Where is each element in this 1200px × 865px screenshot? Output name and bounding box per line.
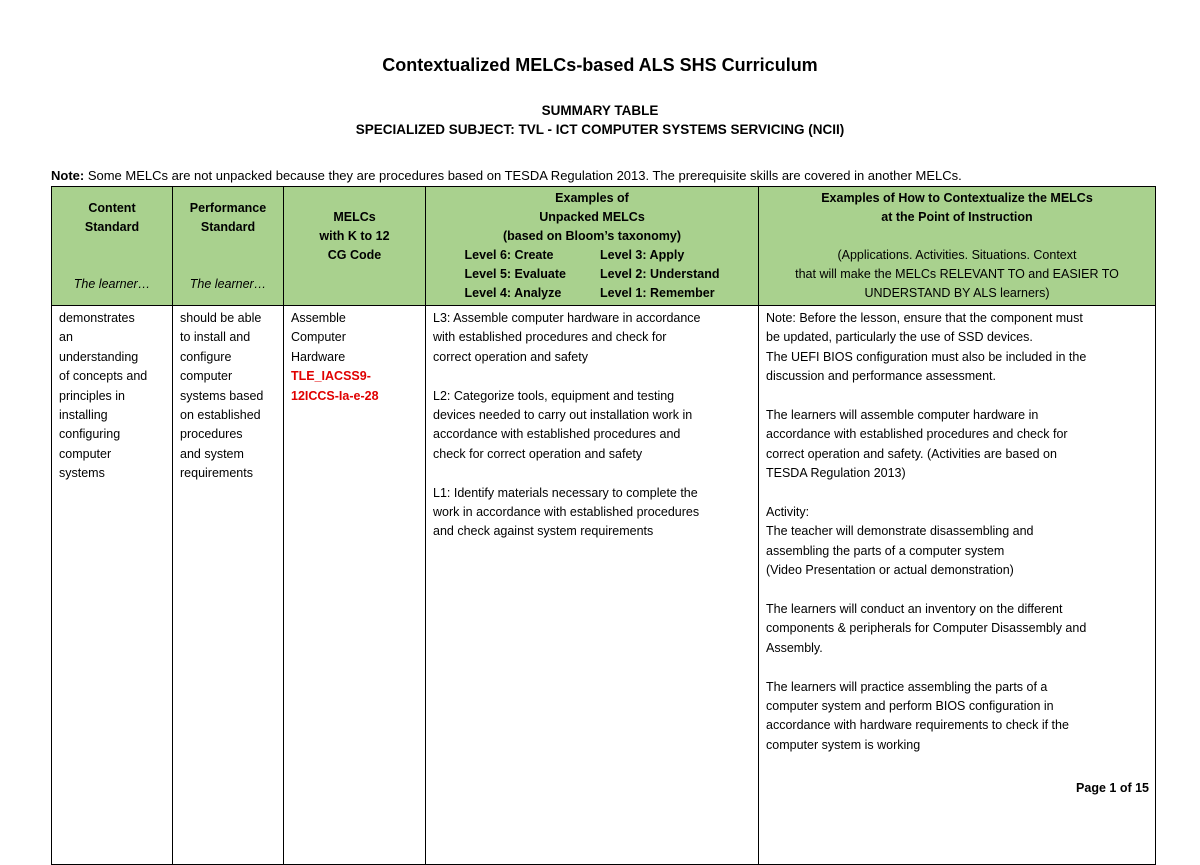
header-line: Unpacked MELCs xyxy=(539,210,645,224)
cell-line: accordance with established procedures and xyxy=(433,427,681,442)
cell-line: requirements xyxy=(180,466,253,481)
cell-line: correct operation and safety xyxy=(433,349,588,364)
cell-line: Computer xyxy=(291,330,346,345)
header-line: at the Point of Instruction xyxy=(881,210,1033,224)
cell-line: components & peripherals for Computer Disassembly and xyxy=(766,621,1087,636)
cell-performance-standard xyxy=(173,306,284,865)
bloom-levels xyxy=(430,246,754,303)
level-label: Level 4: Analyze xyxy=(464,286,562,300)
cell-line: and check against system requirements xyxy=(433,524,654,539)
cell-melc xyxy=(284,306,426,865)
header-learner: The learner… xyxy=(73,277,151,291)
summary-heading: SUMMARY TABLE xyxy=(541,103,659,118)
cell-line: Activity: xyxy=(766,505,810,520)
cg-code-line: TLE_IACSS9- xyxy=(291,369,371,384)
cell-line: installing xyxy=(59,408,108,423)
header-line: Standard xyxy=(200,220,256,234)
cell-line: work in accordance with established procedures xyxy=(433,505,700,520)
cell-line: check for correct operation and safety xyxy=(433,446,643,461)
cell-line: L1: Identify materials necessary to complete the xyxy=(433,485,698,500)
level-label: Level 3: Apply xyxy=(599,248,685,262)
cell-line: demonstrates xyxy=(59,311,135,325)
header-line: (based on Bloom’s taxonomy) xyxy=(502,229,682,243)
cell-line: with established procedures and check for xyxy=(433,330,667,345)
level-label: Level 1: Remember xyxy=(599,286,715,300)
header-learner: The learner… xyxy=(189,277,267,291)
cell-line: an xyxy=(59,330,73,345)
note-line xyxy=(51,168,962,183)
cell-line: Assembly. xyxy=(766,640,823,655)
header-line: MELCs xyxy=(333,210,376,224)
note-label: Note: xyxy=(51,168,85,183)
level-label: Level 6: Create xyxy=(464,248,554,262)
cell-line: correct operation and safety. (Activities are based on xyxy=(766,446,1057,461)
header-contextualize xyxy=(759,187,1156,306)
cell-line: configure xyxy=(180,349,232,364)
level-label: Level 2: Understand xyxy=(599,267,720,281)
table-header-row xyxy=(52,187,1156,306)
cell-line: TESDA Regulation 2013) xyxy=(766,466,906,481)
unpacked-item xyxy=(433,484,751,542)
cell-line: and system xyxy=(180,446,244,461)
unpacked-item xyxy=(433,309,751,367)
cell-line: Assemble xyxy=(291,311,346,325)
cell-line: discussion and performance assessment. xyxy=(766,369,996,384)
header-line: Examples of How to Contextualize the MELCs xyxy=(821,191,1093,205)
header-sub-line: (Applications. Activities. Situations. Context xyxy=(837,248,1077,262)
cell-line: L3: Assemble computer hardware in accordance xyxy=(433,311,701,325)
header-sub-line: UNDERSTAND BY ALS learners) xyxy=(864,286,1050,300)
unpacked-item xyxy=(433,387,751,465)
cell-line: The learners will assemble computer hardware in xyxy=(766,408,1039,423)
cell-line: Hardware xyxy=(291,349,346,364)
header-line: Content xyxy=(88,201,136,215)
cell-line: Note: Before the lesson, ensure that the component must xyxy=(766,311,1083,325)
page-number: Page 1 of 15 xyxy=(1076,781,1149,795)
context-paragraph xyxy=(766,406,1148,484)
cell-line: be updated, particularly the use of SSD devices. xyxy=(766,330,1033,345)
header-line: with K to 12 xyxy=(319,229,390,243)
cell-line: assembling the parts of a computer system xyxy=(766,543,1005,558)
cell-line: (Video Presentation or actual demonstration) xyxy=(766,563,1014,578)
level-label: Level 5: Evaluate xyxy=(464,267,566,281)
header-content-standard xyxy=(52,187,173,306)
cell-line: of concepts and xyxy=(59,369,148,384)
cell-content-standard xyxy=(52,306,173,865)
summary-table xyxy=(51,186,1156,865)
header-line: Standard xyxy=(84,220,140,234)
cell-line: accordance with established procedures and check for xyxy=(766,427,1068,442)
header-melcs xyxy=(284,187,426,306)
cell-line: understanding xyxy=(59,349,139,364)
cell-line: procedures xyxy=(180,427,243,442)
cell-line: computer system and perform BIOS configuration in xyxy=(766,699,1054,714)
cell-line: principles in xyxy=(59,388,126,403)
cell-line: systems based xyxy=(180,388,264,403)
header-line: Examples of xyxy=(555,191,629,205)
cell-line: on established xyxy=(180,408,261,423)
document-title: Contextualized MELCs-based ALS SHS Curriculum xyxy=(382,55,818,75)
cell-line: L2: Categorize tools, equipment and testing xyxy=(433,388,675,403)
header-sub-line: that will make the MELCs RELEVANT TO and EASIER TO xyxy=(795,267,1119,281)
header-unpacked-melcs xyxy=(426,187,759,306)
cell-line: The teacher will demonstrate disassembling and xyxy=(766,524,1034,539)
header-line: CG Code xyxy=(327,248,382,262)
table-row xyxy=(52,306,1156,865)
context-paragraph xyxy=(766,503,1148,581)
context-paragraph xyxy=(766,600,1148,658)
cell-line: computer xyxy=(59,446,112,461)
header-performance-standard xyxy=(173,187,284,306)
cell-line: to install and xyxy=(180,330,251,345)
cell-line: computer xyxy=(180,369,233,384)
context-paragraph xyxy=(766,678,1148,756)
subject-line: SPECIALIZED SUBJECT: TVL - ICT COMPUTER SYSTEMS SERVICING (NCII) xyxy=(355,122,845,137)
cell-line: should be able xyxy=(180,311,262,325)
cell-line: devices needed to carry out installation work in xyxy=(433,408,693,423)
cell-line: configuring xyxy=(59,427,121,442)
note-text: Some MELCs are not unpacked because they are procedures based on TESDA Regulation 2013. The prerequisite skills are covered in another MELCs. xyxy=(84,168,962,183)
cell-unpacked xyxy=(426,306,759,865)
cg-code-line: 12ICCS-Ia-e-28 xyxy=(291,388,379,403)
cell-line: accordance with hardware requirements to check if the xyxy=(766,718,1069,733)
cell-line: The learners will practice assembling the parts of a xyxy=(766,679,1048,694)
cell-line: systems xyxy=(59,466,105,481)
context-paragraph xyxy=(766,309,1148,387)
cell-line: computer system is working xyxy=(766,737,921,752)
cell-line: The learners will conduct an inventory on the different xyxy=(766,602,1063,617)
header-line: Performance xyxy=(189,201,267,215)
cell-line: The UEFI BIOS configuration must also be included in the xyxy=(766,349,1087,364)
